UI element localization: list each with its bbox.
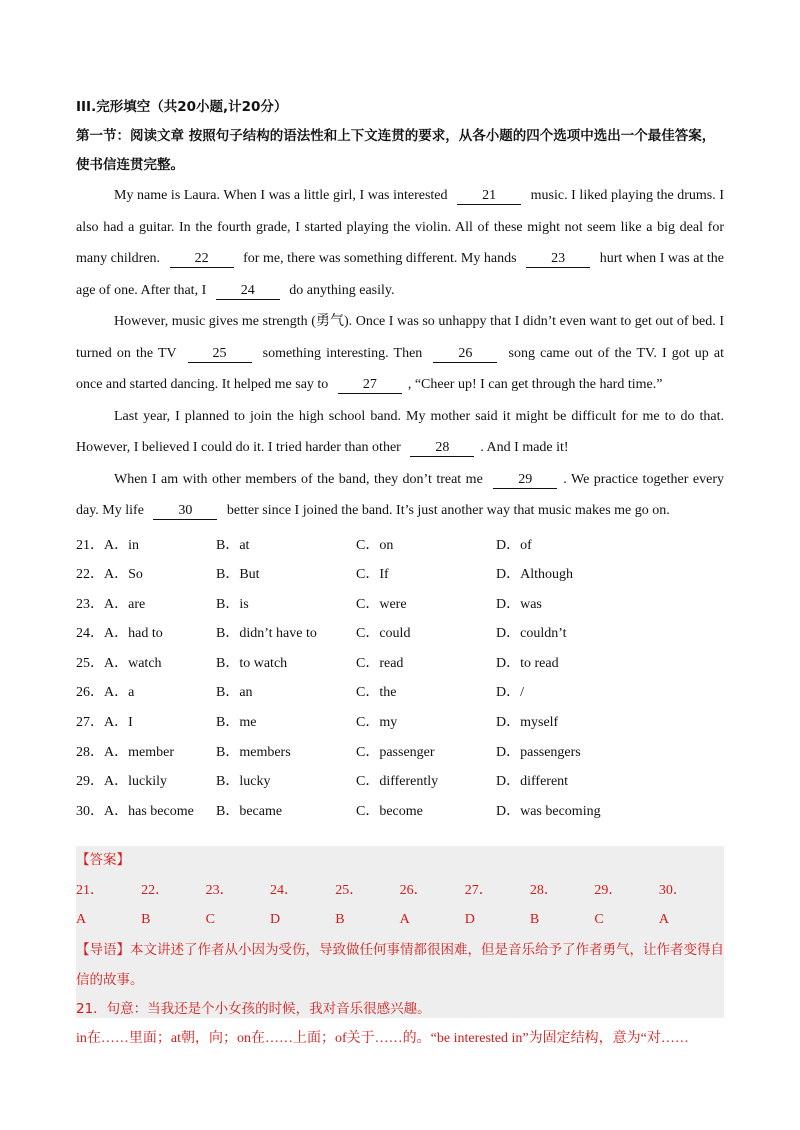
question-row: [76, 738, 724, 768]
answer-label: 【答案】: [76, 852, 130, 868]
passage-text: music. I liked playing the drums. I also had a guitar. In the fourth grade, I started playing the violin. All of these might not seem like a big deal for many children.: [76, 188, 724, 266]
answer-key: 24．D: [270, 882, 299, 927]
answer-key: 25．B: [335, 882, 364, 927]
passage-text: something interesting. Then: [257, 345, 428, 361]
passage-text: do anything easily.: [285, 282, 395, 298]
blank-29: 29: [493, 472, 557, 489]
passage-paragraph: [76, 306, 724, 401]
answer-keys: [76, 876, 724, 935]
blank-26: 26: [433, 346, 497, 363]
passage-text: However, music gives me strength (勇气). Once I was so unhappy that I didn’t even want to get out of bed. I turned on the TV: [76, 314, 724, 361]
option-c: C．could: [356, 626, 411, 642]
passage-text: Last year, I planned to join the high school band. My mother said it might be difficult for me to do that. However, I believed I could do it. I tried harder than other: [76, 408, 724, 455]
option-d: D．/: [496, 685, 524, 701]
blank-23: 23: [526, 251, 590, 268]
question-row: [76, 708, 724, 738]
option-a: 22．A．So: [76, 567, 143, 583]
option-a: 26．A．a: [76, 685, 135, 701]
option-c: C．my: [356, 715, 398, 731]
passage-text: , “Cheer up! I can get through the hard time.”: [407, 377, 663, 392]
option-b: B．But: [216, 567, 260, 583]
option-d: D．to read: [496, 655, 559, 671]
option-c: C．the: [356, 685, 397, 701]
passage-text: . And I made it!: [480, 440, 569, 455]
option-a: 29．A．luckily: [76, 774, 167, 790]
option-b: B．members: [216, 744, 291, 760]
option-d: D．passengers: [496, 744, 581, 760]
passage-text: better since I joined the band. It’s just another way that music makes me go on.: [223, 503, 670, 518]
option-d: D．different: [496, 774, 569, 790]
blank-22: 22: [170, 251, 234, 268]
answer-key: 23．C: [205, 882, 234, 927]
answer-section: [76, 846, 724, 1046]
blank-24: 24: [216, 283, 280, 300]
option-c: C．read: [356, 655, 404, 671]
answer-key: 30．A: [658, 882, 687, 927]
question-row: [76, 767, 724, 797]
question-row: [76, 619, 724, 649]
option-d: D．couldn’t: [496, 626, 567, 642]
passage-text: for me, there was something different. My hands: [239, 251, 521, 266]
option-d: D．myself: [496, 715, 559, 731]
passage-paragraph: [76, 180, 724, 306]
answer-key: 26．A: [399, 882, 428, 927]
reading-passage: [76, 180, 724, 527]
option-c: C．on: [356, 537, 394, 553]
option-c: C．become: [356, 803, 423, 819]
option-b: B．at: [216, 537, 250, 553]
option-b: B．didn’t have to: [216, 626, 317, 642]
instructions: 第一节：阅读文章 按照句子结构的语法性和上下文连贯的要求，从各小题的四个选项中选出一个最佳答案，使书信连贯完整。: [76, 128, 716, 173]
q21-explanation-sentence: 21．句意：当我还是个小女孩的时候，我对音乐很感兴趣。: [76, 1000, 431, 1017]
passage-text: My name is Laura. When I was a little girl, I was interested: [114, 188, 452, 203]
blank-27: 27: [338, 377, 402, 394]
blank-28: 28: [410, 440, 474, 457]
option-d: D．was becoming: [496, 803, 601, 819]
answer-key: 28．B: [529, 882, 558, 927]
question-options: [76, 531, 724, 827]
option-c: C．passenger: [356, 744, 435, 760]
answer-key: 27．D: [464, 882, 493, 927]
question-row: [76, 590, 724, 620]
answer-key: 21．A: [76, 882, 104, 927]
question-row: [76, 649, 724, 679]
option-c: C．If: [356, 567, 389, 583]
question-row: [76, 797, 724, 827]
answer-guide: 【导语】本文讲述了作者从小因为受伤，导致做任何事情都很困难，但是音乐给予了作者勇气，让作者变得自信的故事。: [76, 941, 724, 988]
option-b: B．became: [216, 803, 283, 819]
option-a: 30．A．has become: [76, 803, 194, 819]
option-a: 25．A．watch: [76, 655, 162, 671]
document-page: [76, 96, 724, 826]
blank-21: 21: [457, 188, 521, 205]
question-row: [76, 560, 724, 590]
passage-text: song came out of the TV. I got up at once and started dancing. It helped me say to: [76, 345, 724, 392]
option-a: 23．A．are: [76, 596, 146, 612]
option-a: 21．A．in: [76, 537, 139, 553]
blank-25: 25: [188, 346, 252, 363]
option-b: B．an: [216, 685, 253, 701]
option-d: D．was: [496, 596, 542, 612]
question-row: [76, 678, 724, 708]
option-b: B．is: [216, 596, 249, 612]
section-title: III.完形填空（共20小题,计20分）: [76, 99, 288, 115]
option-d: D．Although: [496, 567, 573, 583]
option-b: B．to watch: [216, 655, 288, 671]
passage-paragraph: [76, 464, 724, 527]
passage-text: . We practice together every day. My life: [76, 471, 724, 518]
option-a: 24．A．had to: [76, 626, 163, 642]
option-a: 28．A．member: [76, 744, 174, 760]
passage-text: hurt when I was at the age of one. After that, I: [76, 251, 724, 298]
option-b: B．me: [216, 715, 257, 731]
passage-text: When I am with other members of the band, they don’t treat me: [114, 471, 488, 487]
option-c: C．were: [356, 596, 407, 612]
question-row: [76, 531, 724, 561]
q21-explanation-note: in在……里面；at朝，向；on在……上面；of关于……的。“be interested in”为固定结构，意为“对……: [76, 1031, 689, 1046]
passage-paragraph: [76, 401, 724, 464]
option-b: B．lucky: [216, 774, 271, 790]
option-d: D．of: [496, 537, 532, 553]
answer-key: 22．B: [141, 882, 170, 927]
answer-key: 29．C: [594, 882, 623, 927]
blank-30: 30: [153, 503, 217, 520]
option-c: C．differently: [356, 774, 439, 790]
option-a: 27．A．I: [76, 715, 133, 731]
